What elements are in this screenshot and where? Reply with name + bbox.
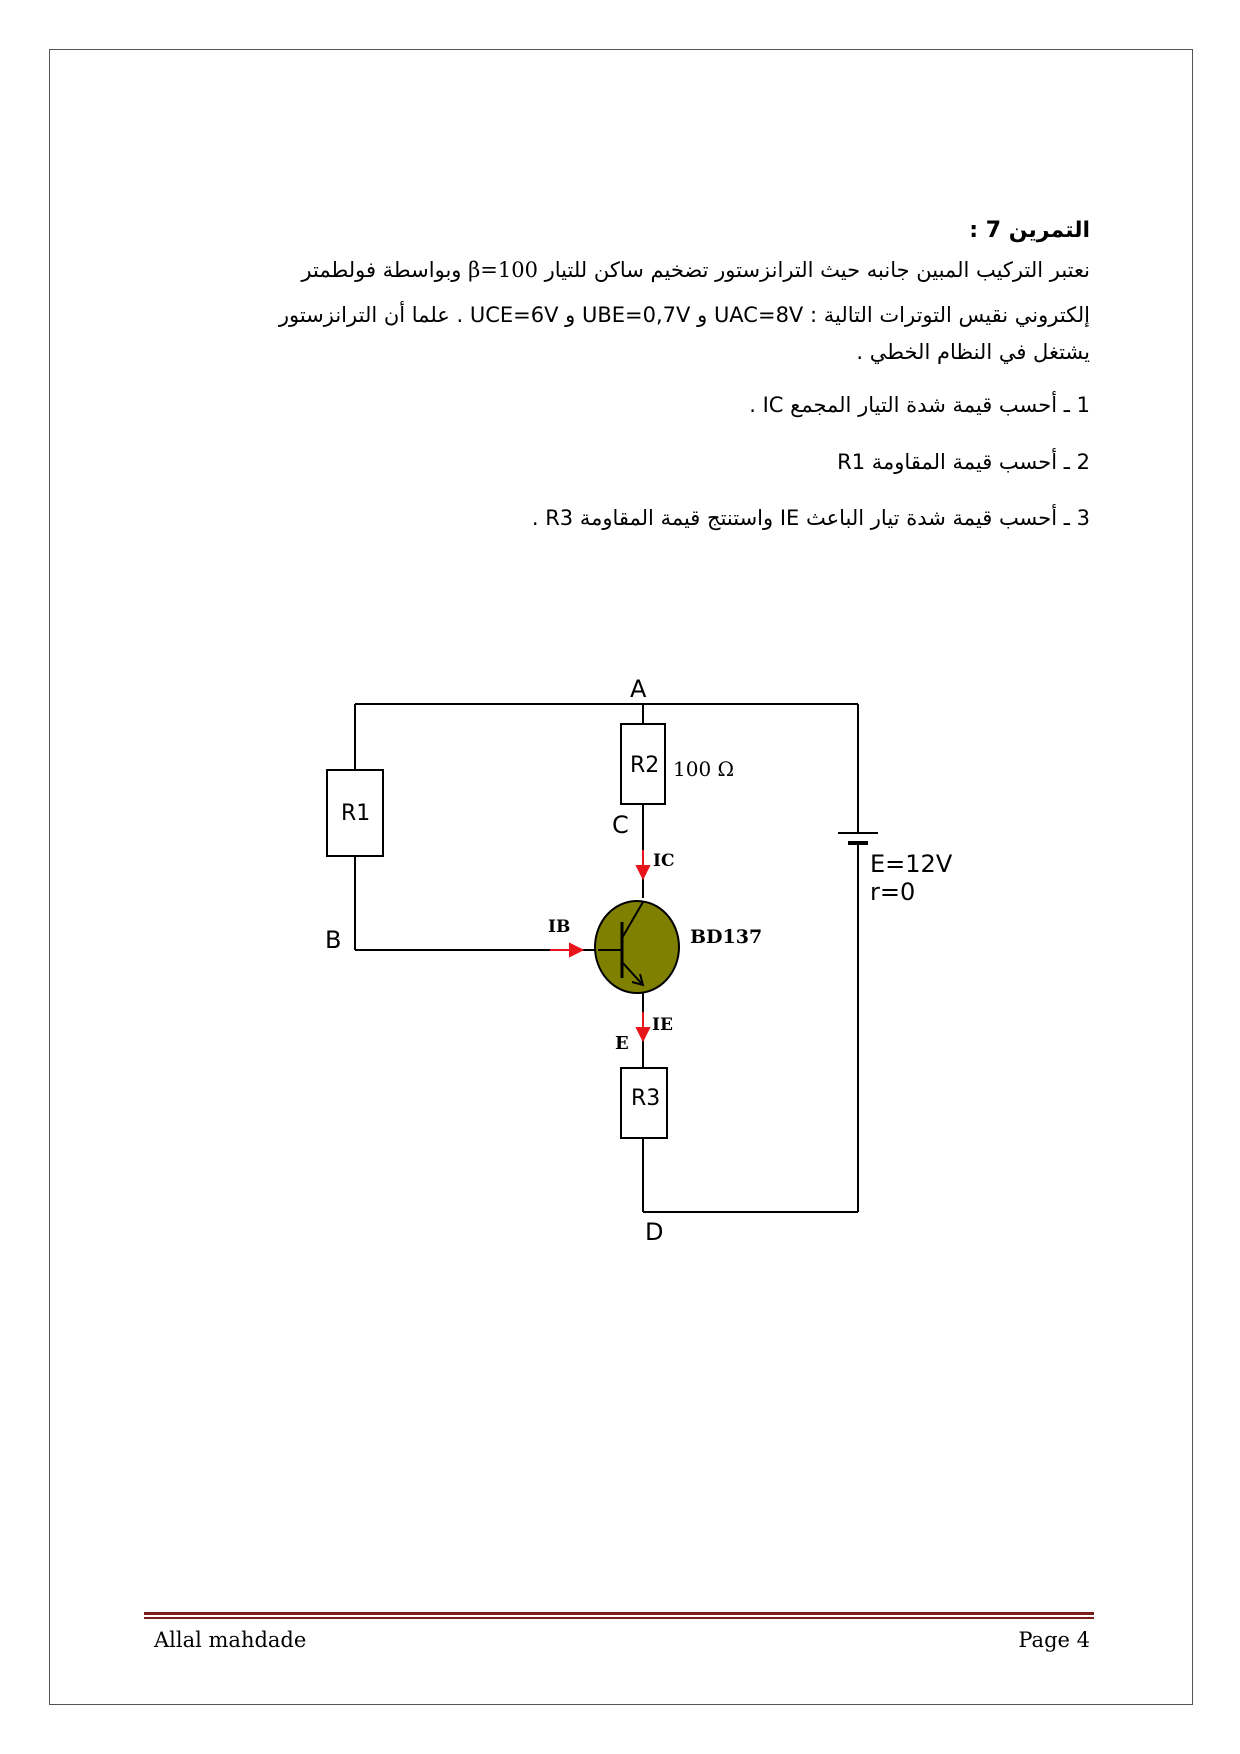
footer-rule (144, 1612, 1094, 1615)
transistor-label: BD137 (690, 926, 763, 948)
q3-period: . (531, 506, 539, 530)
q2-symbol: R1 (837, 450, 866, 474)
q3-text-b: واستنتج قيمة المقاومة (579, 506, 774, 530)
and-word-1: و (697, 303, 708, 327)
uac-value: UAC=8V (713, 303, 804, 327)
q1-period: . (749, 393, 756, 417)
footer-page-number: Page 4 (1018, 1628, 1090, 1652)
intro-text-2b: . علما أن الترانزستور (278, 303, 464, 327)
node-d-label: D (645, 1218, 664, 1246)
emf-label: E=12V (870, 850, 953, 878)
footer-author: Allal mahdade (154, 1628, 307, 1652)
q2-text: أحسب قيمة المقاومة (871, 450, 1058, 474)
circuit-wires (327, 704, 858, 1212)
uce-value: UCE=6V (469, 303, 559, 327)
ie-arrow-head (637, 1028, 649, 1040)
q1-number: 1 ـ (1063, 393, 1090, 417)
footer-rule-thin (144, 1617, 1094, 1619)
ic-label: IC (653, 851, 675, 871)
r2-label: R2 (630, 753, 660, 778)
exercise-title: التمرين 7 : (969, 218, 1090, 243)
and-word-2: و (565, 303, 576, 327)
node-b-label: B (325, 926, 342, 954)
node-e-label: E (615, 1033, 629, 1054)
q3-text-a: أحسب قيمة شدة تيار الباعث (806, 506, 1058, 530)
node-c-label: C (612, 811, 629, 839)
beta-value: β=100 (468, 258, 538, 282)
q3-number: 3 ـ (1063, 506, 1090, 530)
node-a-label: A (630, 675, 647, 703)
ib-arrow-head (570, 944, 582, 956)
internal-resistance-label: r=0 (870, 878, 916, 906)
r2-value-label: 100 Ω (673, 757, 735, 781)
intro-text-1b: وبواسطة فولطمتر (301, 258, 462, 282)
q2-number: 2 ـ (1063, 450, 1090, 474)
ie-label: IE (652, 1015, 673, 1035)
ib-label: IB (548, 917, 571, 937)
intro-text-2a: إلكتروني نقيس التوترات التالية : (809, 303, 1090, 327)
r1-label: R1 (341, 801, 371, 826)
r3-label: R3 (631, 1086, 661, 1111)
intro-line-3: يشتغل في النظام الخطي . (856, 340, 1090, 364)
q3-symbol-a: IE (779, 506, 800, 530)
ube-value: UBE=0,7V (582, 303, 691, 327)
q1-text: أحسب قيمة شدة التيار المجمع (790, 393, 1058, 417)
q3-symbol-b: R3 (545, 506, 574, 530)
ic-arrow-head (637, 866, 649, 878)
q1-symbol: IC (762, 393, 784, 417)
intro-text-1a: نعتبر التركيب المبين جانبه حيث الترانزستور تضخيم ساكن للتيار (544, 258, 1090, 282)
